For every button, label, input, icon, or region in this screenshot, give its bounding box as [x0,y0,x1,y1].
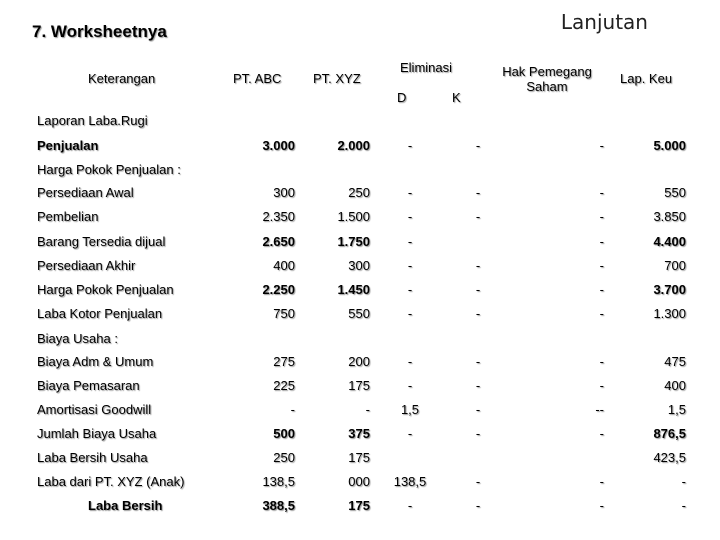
cell-xyz: 375 [348,426,370,441]
cell-hak: -- [595,402,604,417]
col-header-lap-keu: Lap. Keu [620,71,673,86]
cell-hak: - [599,378,604,393]
cell-d: - [407,426,413,441]
col-header-eliminasi: Eliminasi [400,60,453,75]
section-biaya-usaha: Biaya Usaha : [37,331,118,346]
cell-lap: 700 [664,258,686,273]
cell-lap: 3.850 [653,209,686,224]
cell-lap: 550 [664,185,686,200]
row-label: Pembelian [37,209,99,224]
cell-d: - [407,138,413,153]
cell-k: - [475,258,481,273]
col-header-debit: D [397,90,407,105]
cell-hak: - [599,234,604,249]
cell-abc: 750 [273,306,295,321]
section-laporan-laba-rugi: Laporan Laba.Rugi [37,113,148,128]
cell-hak: - [599,354,604,369]
row-label: Amortisasi Goodwill [37,402,152,417]
cell-hak: - [599,209,604,224]
cell-k: - [475,474,481,489]
cell-xyz: 175 [348,450,370,465]
cell-lap: 4.400 [653,234,686,249]
cell-d: - [407,498,413,513]
cell-hak: - [599,474,604,489]
row-label: Laba Bersih Usaha [37,450,148,465]
col-header-kredit: K [452,90,461,105]
col-header-hak-pemegang-saham [490,64,604,94]
cell-hak: - [599,498,604,513]
cell-d: - [407,378,413,393]
cell-d: - [407,354,413,369]
lanjutan-label: Lanjutan [560,10,648,34]
cell-hak: - [599,306,604,321]
row-label: Biaya Pemasaran [37,378,140,393]
row-label: Penjualan [37,138,99,153]
cell-d: - [407,282,413,297]
cell-k: - [475,138,481,153]
cell-abc: 2.250 [262,282,295,297]
cell-abc: - [290,402,295,417]
cell-hak: - [599,258,604,273]
cell-abc: 388,5 [262,498,295,513]
cell-k: - [475,306,481,321]
cell-d: - [407,185,413,200]
cell-lap: 1.300 [653,306,686,321]
cell-abc: 3.000 [262,138,295,153]
cell-xyz: 1.500 [337,209,370,224]
cell-hak: - [599,185,604,200]
cell-hak: - [599,426,604,441]
col-header-pt-abc: PT. ABC [233,71,282,86]
row-label: Biaya Adm & Umum [37,354,154,369]
cell-lap: 423,5 [653,450,686,465]
cell-abc: 275 [273,354,295,369]
cell-d: - [407,209,413,224]
cell-k: - [475,378,481,393]
col-header-pt-xyz: PT. XYZ [313,71,361,86]
cell-xyz: 175 [348,498,370,513]
cell-lap: - [681,474,686,489]
cell-k: - [475,209,481,224]
cell-abc: 300 [273,185,295,200]
cell-lap: 5.000 [653,138,686,153]
row-label: Laba Kotor Penjualan [37,306,163,321]
col-header-keterangan: Keterangan [88,71,156,86]
cell-xyz: 1.750 [337,234,370,249]
cell-lap: 3.700 [653,282,686,297]
cell-abc: 250 [273,450,295,465]
cell-hak: - [599,282,604,297]
cell-abc: 2.350 [262,209,295,224]
cell-lap: - [681,498,686,513]
cell-xyz: - [365,402,370,417]
cell-d: - [407,234,413,249]
cell-k: - [475,402,481,417]
cell-lap: 876,5 [653,426,686,441]
cell-d: - [407,258,413,273]
row-label: Laba Bersih [88,498,163,513]
section-harga-pokok-penjualan: Harga Pokok Penjualan : [37,162,181,177]
cell-lap: 1,5 [667,402,686,417]
hak-header-line2: Saham [526,79,568,94]
cell-abc: 400 [273,258,295,273]
row-label: Laba dari PT. XYZ (Anak) [37,474,185,489]
cell-k: - [475,282,481,297]
cell-xyz: 175 [348,378,370,393]
row-label: Jumlah Biaya Usaha [37,426,157,441]
cell-k: - [475,354,481,369]
cell-xyz: 550 [348,306,370,321]
cell-d: 1,5 [400,402,420,417]
cell-xyz: 1.450 [337,282,370,297]
cell-hak: - [599,138,604,153]
cell-d: 138,5 [393,474,427,489]
page-title: 7. Worksheetnya [32,22,167,41]
cell-abc: 138,5 [262,474,295,489]
cell-d: - [407,306,413,321]
cell-xyz: 250 [348,185,370,200]
cell-xyz: 300 [348,258,370,273]
cell-xyz: 200 [348,354,370,369]
cell-xyz: 2.000 [337,138,370,153]
row-label: Harga Pokok Penjualan [37,282,174,297]
cell-k: - [475,498,481,513]
hak-header-line1: Hak Pemegang [502,64,592,79]
cell-lap: 400 [664,378,686,393]
cell-abc: 2.650 [262,234,295,249]
row-label: Persediaan Awal [37,185,134,200]
cell-xyz: 000 [348,474,370,489]
cell-k: - [475,185,481,200]
cell-k: - [475,426,481,441]
cell-abc: 225 [273,378,295,393]
row-label: Persediaan Akhir [37,258,136,273]
cell-lap: 475 [664,354,686,369]
cell-abc: 500 [273,426,295,441]
row-label: Barang Tersedia dijual [37,234,166,249]
